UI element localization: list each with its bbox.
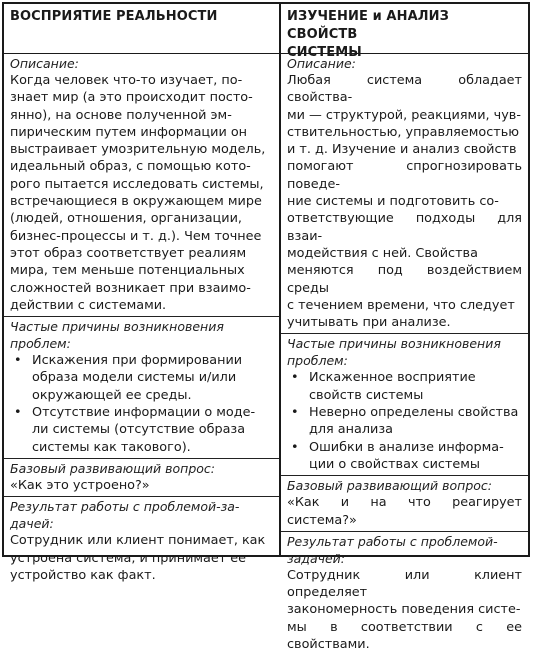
result-label: Результат работы с проблемой-за- дачей:: [10, 499, 240, 532]
description-label: Описание:: [10, 56, 79, 71]
list-item: • Отсутствие информации о моде- ли системы (отсутствие образа системы как такового).: [14, 405, 256, 455]
column-perception: [4, 4, 281, 583]
description-text: Когда человек что-то изучает, по- знает мир (а это происходит посто- янно), на основе полученной эм- пирическим путем информации он выстраивает умозрительную модель, идеальный образ, с помощью кото- рого пытается исследовать системы, встречающиеся в окружающем мире (людей, отношения, организации, бизнес-процессы и т. д.). Чем точнее этот образ соответствует реалиям мира, тем меньше потенциальных сложностей возникает при взаимо- действии с системами.: [10, 73, 266, 313]
causes-list: [287, 369, 522, 473]
causes-section: [4, 317, 279, 459]
description-label: Описание:: [287, 56, 356, 71]
question-section: [281, 476, 528, 532]
causes-list: [10, 352, 273, 456]
column-properties: [281, 4, 528, 653]
causes-label: Частые причины возникновения проблем:: [287, 336, 501, 369]
list-item: • Искажения при формировании образа модели системы и/или окружающей ее среды.: [14, 353, 243, 403]
bullet: •: [291, 370, 299, 386]
column-header-text: СИСТЕМЫ: [287, 45, 362, 60]
result-text: Сотрудник или клиент понимает, как устроена система, и принимает ее устройство как факт.: [10, 533, 266, 583]
list-item: • Искаженное восприятие свойств системы: [291, 370, 476, 403]
column-header: [281, 4, 528, 60]
question-text: «Как это устроено?»: [10, 477, 150, 493]
column-header: [4, 4, 279, 54]
description-section: [281, 54, 528, 334]
list-item: • Ошибки в анализе информа- ции о свойствах системы: [291, 439, 504, 472]
result-section: [4, 497, 279, 586]
description-text: Любая система обладает свойства- ми — структурой, реакциями, чув- ствительностью, управляемостью и т. д. Изучение и анализ свойств помогают спрогнозировать поведе- ние системы и подготовить со- ответствующие подходы для взаи- модействия с ней. Свойства меняются под воздействием среды с течением времени, что следует учитывать при анализе.: [287, 73, 522, 331]
result-label: Результат работы с проблемой- задачей:: [287, 533, 498, 566]
question-label: Базовый развивающий вопрос:: [287, 478, 492, 494]
causes-label: Частые причины возникновения проблем:: [10, 319, 224, 352]
description-section: [4, 54, 279, 317]
result-section: [281, 532, 528, 655]
bullet: •: [291, 405, 299, 421]
bullet: •: [14, 405, 22, 421]
column-header-text: ВОСПРИЯТИЕ РЕАЛЬНОСТИ: [10, 9, 218, 24]
list-item: • Неверно определены свойства для анализа: [291, 405, 519, 438]
question-section: [4, 459, 279, 497]
bullet: •: [291, 439, 299, 455]
column-header-text: ИЗУЧЕНИЕ и АНАЛИЗ СВОЙСТВ: [287, 9, 449, 42]
causes-section: [281, 334, 528, 476]
question-label: Базовый развивающий вопрос:: [10, 460, 215, 476]
question-text: «Как и на что реагирует система?»: [287, 495, 522, 528]
bullet: •: [14, 353, 22, 369]
result-text: Сотрудник или клиент определяет закономерность поведения систе- мы в соответствии с ее свойствами.: [287, 567, 522, 653]
comparison-table: [2, 2, 530, 653]
